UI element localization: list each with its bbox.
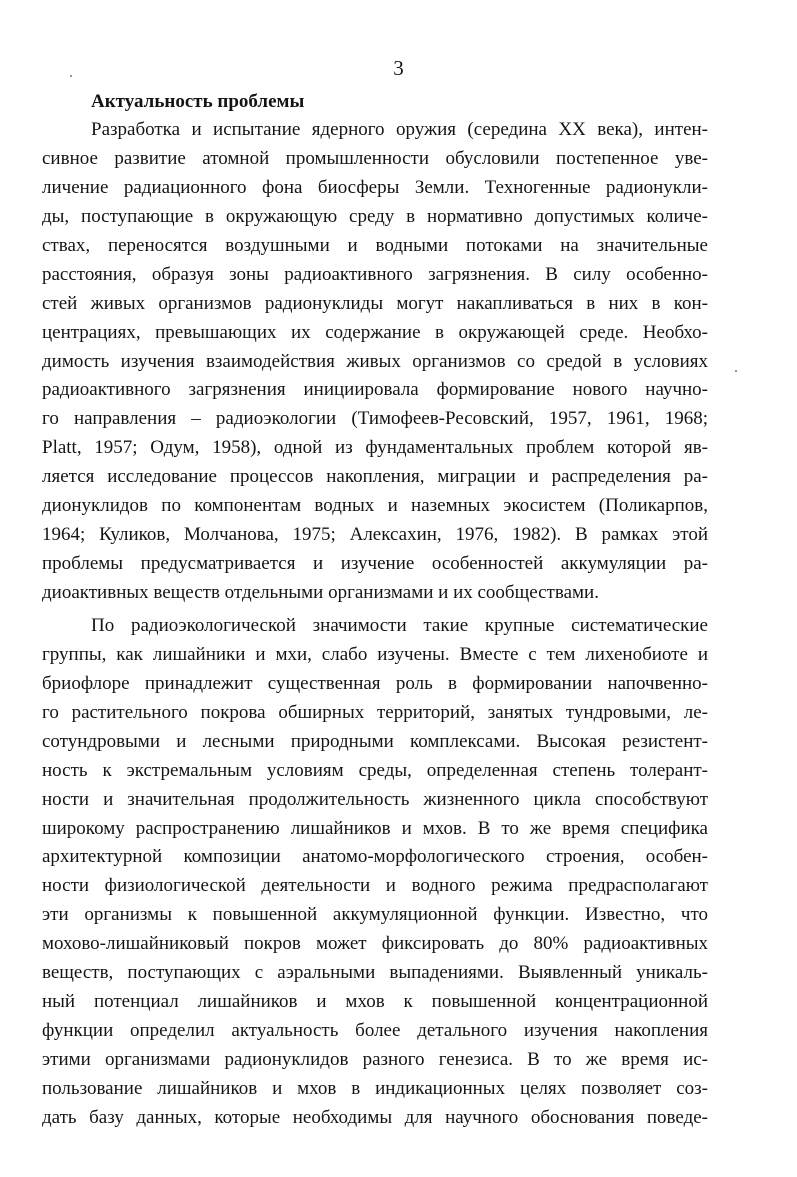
paragraph-1-line: проблемы предусматривается и изучение особенностей аккумуляции ра- bbox=[42, 553, 708, 575]
paragraph-2-line: дать базу данных, которые необходимы для научного обоснования поведе- bbox=[42, 1106, 708, 1128]
paragraph-1-line: ды, поступающие в окружающую среду в нормативно допустимых количе- bbox=[42, 205, 708, 227]
paragraph-1-line: Platt, 1957; Одум, 1958), одной из фундаментальных проблем которой яв- bbox=[42, 437, 708, 459]
paragraph-2-line: пользование лишайников и мхов в индикационных целях позволяет соз- bbox=[42, 1077, 708, 1099]
paragraph-1-line: сивное развитие атомной промышленности обусловили постепенное уве- bbox=[42, 147, 708, 169]
paragraph-1-line: Разработка и испытание ядерного оружия (середина XX века), интен- bbox=[91, 119, 708, 140]
paragraph-2-line: сотундровыми и лесными природными комплексами. Высокая резистент- bbox=[42, 730, 708, 752]
paragraph-1-line: 1964; Куликов, Молчанова, 1975; Алексахин, 1976, 1982). В рамках этой bbox=[42, 524, 708, 546]
paragraph-1-line: расстояния, образуя зоны радиоактивного загрязнения. В силу особенно- bbox=[42, 263, 708, 285]
section-heading: Актуальность проблемы bbox=[91, 91, 305, 112]
paragraph-2-line: веществ, поступающих с аэральными выпадениями. Выявленный уникаль- bbox=[42, 962, 708, 984]
paragraph-1-line: го направления – радиоэкологии (Тимофеев-Ресовский, 1957, 1961, 1968; bbox=[42, 408, 708, 430]
page-number: 3 bbox=[393, 56, 404, 80]
scan-speck bbox=[70, 75, 72, 77]
paragraph-2-line: ности физиологической деятельности и водного режима предрасполагают bbox=[42, 875, 708, 897]
paragraph-1-line: ствах, переносятся воздушными и водными потоками на значительные bbox=[42, 234, 708, 256]
paragraph-1-line: радиоактивного загрязнения инициировала формирование нового научно- bbox=[42, 379, 708, 401]
paragraph-1-line: дионуклидов по компонентам водных и наземных экосистем (Поликарпов, bbox=[42, 495, 708, 517]
paragraph-2-line: группы, как лишайники и мхи, слабо изучены. Вместе с тем лихенобиоте и bbox=[42, 643, 708, 665]
scan-speck bbox=[735, 370, 737, 372]
paragraph-2-line: ный потенциал лишайников и мхов к повышенной концентрационной bbox=[42, 991, 708, 1013]
paragraph-2-line: архитектурной композиции анатомо-морфологического строения, особен- bbox=[42, 846, 708, 868]
paragraph-2-line: эти организмы к повышенной аккумуляционной функции. Известно, что bbox=[42, 904, 708, 926]
paragraph-2-line: ности и значительная продолжительность жизненного цикла способствуют bbox=[42, 788, 708, 810]
paragraph-2-line: этими организмами радионуклидов разного генезиса. В то же время ис- bbox=[42, 1049, 708, 1070]
paragraph-1-line: диоактивных веществ отдельными организмами и их сообществами. bbox=[42, 582, 599, 603]
paragraph-2-line: широкому распространению лишайников и мхов. В то же время специфика bbox=[42, 817, 708, 839]
paragraph-2-line: бриофлоре принадлежит существенная роль в формировании напочвенно- bbox=[42, 672, 708, 694]
paragraph-2-line: функции определил актуальность более детального изучения накопления bbox=[42, 1020, 708, 1042]
paragraph-2-line: По радиоэкологической значимости такие крупные систематические bbox=[91, 614, 708, 636]
paragraph-1-line: стей живых организмов радионуклиды могут накапливаться в них в кон- bbox=[42, 292, 708, 314]
paragraph-2-line: ность к экстремальным условиям среды, определенная степень толерант- bbox=[42, 759, 708, 781]
paragraph-1-line: личение радиационного фона биосферы Земли. Техногенные радионукли- bbox=[42, 176, 708, 198]
paragraph-2-line: мохово-лишайниковый покров может фиксировать до 80% радиоактивных bbox=[42, 933, 708, 955]
paragraph-1-line: димость изучения взаимодействия живых организмов со средой в условиях bbox=[42, 350, 708, 372]
paragraph-2-line: го растительного покрова обширных территорий, занятых тундровыми, ле- bbox=[42, 701, 708, 723]
paragraph-1-line: центрациях, превышающих их содержание в окружающей среде. Необхо- bbox=[42, 321, 708, 343]
paragraph-1-line: ляется исследование процессов накопления, миграции и распределения ра- bbox=[42, 466, 708, 488]
body-text bbox=[42, 116, 708, 1133]
